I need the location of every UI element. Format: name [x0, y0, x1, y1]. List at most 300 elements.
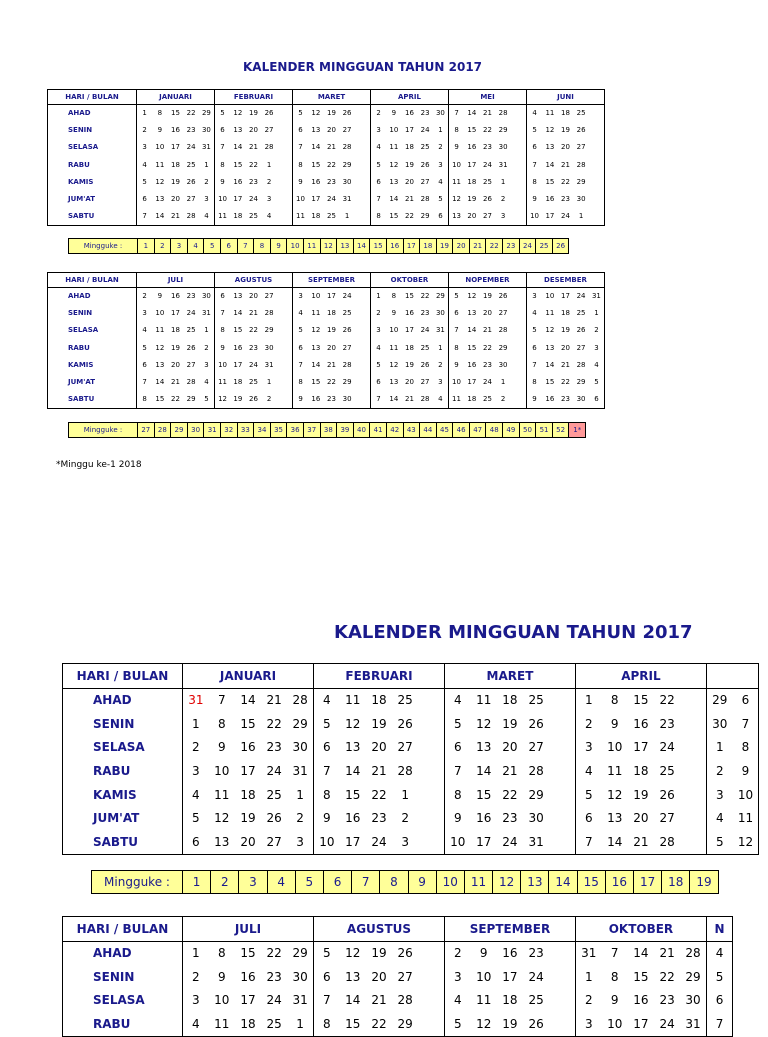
- date-cell: 17: [502, 969, 518, 984]
- month-header-nopember: NOPEMBER: [448, 273, 526, 288]
- week-number: 27: [138, 423, 155, 438]
- date-cell: 20: [235, 831, 261, 855]
- date-cell: 21: [168, 208, 184, 226]
- date-cell: 15: [467, 343, 477, 352]
- date-cell: 12: [389, 160, 399, 169]
- date-cell: 12: [545, 126, 555, 135]
- date-cell: 28: [498, 326, 508, 335]
- date-cell: 19: [561, 326, 570, 335]
- date-cell: 2: [266, 177, 272, 186]
- date-cell: 5: [214, 105, 230, 123]
- date-cell: 5: [292, 105, 308, 123]
- date-cell: [511, 122, 527, 139]
- date-cell: 10: [155, 309, 165, 318]
- date-cell: 28: [498, 109, 508, 118]
- date-cell: [511, 105, 527, 123]
- date-cell: 21: [561, 160, 570, 169]
- date-cell: 20: [561, 143, 570, 152]
- week-number: 40: [353, 423, 370, 438]
- date-cell: 24: [186, 143, 196, 152]
- date-cell: 23: [249, 177, 258, 186]
- calendar-large-h1: [62, 663, 754, 855]
- date-cell: 29: [342, 160, 352, 169]
- date-cell: 1: [573, 208, 589, 226]
- date-cell: 9: [610, 716, 619, 731]
- header-label: HARI / BULAN: [63, 664, 183, 689]
- date-cell: 30: [342, 177, 352, 186]
- date-cell: 23: [420, 109, 430, 118]
- date-cell: 15: [152, 391, 168, 409]
- date-cell: 30: [339, 391, 355, 409]
- date-cell: 1: [589, 305, 605, 322]
- date-cell: 7: [137, 208, 153, 226]
- date-cell: 31: [342, 195, 352, 204]
- date-cell: 17: [233, 195, 243, 204]
- date-cell: 9: [214, 174, 230, 191]
- date-cell: 31: [523, 831, 549, 855]
- date-cell: [355, 374, 371, 391]
- date-cell: 13: [449, 208, 465, 226]
- date-cell: 10: [448, 374, 464, 391]
- day-label: AHAD: [48, 288, 137, 306]
- date-cell: 11: [545, 109, 555, 118]
- month-header-januari: JANUARI: [183, 664, 314, 689]
- date-cell: 18: [502, 693, 518, 708]
- date-cell: 19: [326, 109, 336, 118]
- date-cell: 21: [405, 195, 414, 204]
- date-cell: [418, 783, 444, 807]
- page-title: KALENDER MINGGUAN TAHUN 2017: [243, 60, 483, 74]
- date-cell: 14: [152, 208, 168, 226]
- date-cell: [418, 713, 444, 737]
- date-cell: [680, 689, 706, 713]
- table-row: [63, 736, 759, 760]
- date-cell: [549, 783, 575, 807]
- date-cell: 12: [345, 946, 361, 961]
- week-number: 33: [237, 423, 254, 438]
- date-cell: 8: [391, 292, 397, 301]
- date-cell: 8: [292, 157, 308, 174]
- date-cell: 29: [528, 787, 544, 802]
- date-cell: 8: [217, 946, 226, 961]
- date-cell: 9: [391, 309, 397, 318]
- day-label: SABTU: [63, 831, 183, 855]
- date-cell: 24: [483, 160, 492, 169]
- calendar-table-h1: [47, 89, 605, 226]
- week-number: 25: [536, 239, 553, 254]
- date-cell: 15: [633, 693, 649, 708]
- date-cell: 12: [155, 177, 165, 186]
- month-header-maret: MARET: [444, 664, 575, 689]
- date-cell: 14: [545, 160, 555, 169]
- date-cell: 2: [183, 966, 209, 990]
- date-cell: 11: [311, 309, 321, 318]
- date-cell: 24: [326, 195, 336, 204]
- date-cell: 5: [370, 357, 386, 374]
- date-cell: 19: [482, 292, 492, 301]
- date-cell: 26: [528, 716, 544, 731]
- date-cell: 13: [345, 740, 361, 755]
- month-header-juni: JUNI: [527, 90, 605, 105]
- date-cell: [511, 191, 527, 208]
- date-cell: 19: [249, 109, 258, 118]
- date-cell: 28: [342, 360, 352, 369]
- date-cell: 11: [733, 807, 759, 831]
- date-cell: 18: [308, 208, 324, 226]
- date-cell: [511, 139, 527, 156]
- date-cell: 19: [371, 716, 387, 731]
- date-cell: [549, 942, 575, 966]
- date-cell: 5: [199, 391, 215, 409]
- table-row: [63, 1013, 733, 1037]
- date-cell: 14: [602, 831, 628, 855]
- date-cell: 27: [397, 969, 413, 984]
- date-cell: 17: [240, 993, 256, 1008]
- day-label: AHAD: [63, 689, 183, 713]
- date-cell: [355, 191, 371, 208]
- date-cell: 26: [523, 1013, 549, 1037]
- date-cell: 30: [264, 343, 274, 352]
- table-row: [63, 783, 759, 807]
- date-cell: 17: [171, 143, 180, 152]
- date-cell: [589, 105, 605, 123]
- date-cell: 3: [706, 783, 732, 807]
- date-cell: [511, 357, 527, 374]
- date-cell: 5: [314, 713, 340, 737]
- month-header-agustus: AGUSTUS: [215, 273, 293, 288]
- date-cell: 27: [186, 195, 196, 204]
- date-cell: 30: [573, 391, 589, 409]
- date-cell: 23: [502, 811, 518, 826]
- date-cell: 6: [448, 305, 464, 322]
- date-cell: 14: [386, 391, 402, 409]
- date-cell: 12: [545, 326, 555, 335]
- date-cell: 12: [345, 716, 361, 731]
- date-cell: 1: [370, 288, 386, 306]
- table-row: [48, 105, 605, 123]
- table-row: [48, 139, 605, 156]
- date-cell: 31: [201, 143, 211, 152]
- date-cell: 7: [214, 139, 230, 156]
- date-cell: 28: [576, 360, 586, 369]
- table-row: [48, 374, 605, 391]
- date-cell: 17: [327, 292, 336, 301]
- table-row: [63, 807, 759, 831]
- date-cell: [418, 760, 444, 784]
- week-label: Mingguke :: [92, 871, 183, 894]
- date-cell: [549, 1013, 575, 1037]
- date-cell: 26: [420, 360, 430, 369]
- date-cell: 10: [155, 143, 165, 152]
- week-strip-large-h1: [91, 870, 712, 895]
- date-cell: 22: [326, 160, 336, 169]
- date-cell: 14: [345, 764, 361, 779]
- day-label: SABTU: [48, 391, 137, 409]
- date-cell: 20: [561, 343, 570, 352]
- date-cell: 2: [261, 391, 277, 409]
- table-row: [48, 191, 605, 208]
- week-number: 11: [303, 239, 320, 254]
- date-cell: 1: [575, 689, 601, 713]
- date-cell: 25: [261, 1013, 287, 1037]
- date-cell: [355, 139, 371, 156]
- date-cell: [680, 807, 706, 831]
- date-cell: [355, 391, 371, 409]
- date-cell: 17: [340, 831, 366, 855]
- week-number: 32: [220, 423, 237, 438]
- date-cell: 20: [464, 208, 480, 226]
- date-cell: 16: [345, 811, 361, 826]
- date-cell: 7: [448, 322, 464, 339]
- date-cell: 18: [171, 326, 180, 335]
- date-cell: 13: [476, 740, 492, 755]
- date-cell: 18: [405, 143, 414, 152]
- week-number: 18: [662, 871, 690, 894]
- date-cell: 22: [483, 126, 492, 135]
- date-cell: 25: [480, 391, 496, 409]
- date-cell: 27: [576, 143, 586, 152]
- date-cell: 12: [311, 326, 321, 335]
- date-cell: 16: [476, 811, 492, 826]
- date-cell: 26: [186, 343, 196, 352]
- date-cell: 17: [467, 378, 477, 387]
- date-cell: [549, 989, 575, 1013]
- month-header-agustus: AGUSTUS: [314, 917, 445, 942]
- date-cell: 31: [201, 309, 211, 318]
- date-cell: [549, 713, 575, 737]
- date-cell: 5: [448, 288, 464, 306]
- day-label: AHAD: [63, 942, 183, 966]
- date-cell: 13: [389, 378, 399, 387]
- date-cell: 26: [483, 195, 492, 204]
- date-cell: [418, 1013, 444, 1037]
- date-cell: 24: [249, 360, 258, 369]
- week-strip-h1: [68, 238, 569, 254]
- date-cell: 21: [371, 764, 387, 779]
- date-cell: 4: [261, 208, 277, 226]
- date-cell: 8: [449, 122, 465, 139]
- date-cell: [418, 966, 444, 990]
- date-cell: 7: [217, 693, 226, 708]
- week-number: 10: [436, 871, 464, 894]
- date-cell: 31: [183, 689, 209, 713]
- date-cell: 2: [204, 177, 209, 186]
- date-cell: 15: [386, 208, 402, 226]
- date-cell: 4: [526, 305, 542, 322]
- date-cell: 17: [233, 360, 243, 369]
- date-cell: 12: [471, 1013, 497, 1037]
- date-cell: [277, 191, 293, 208]
- date-cell: 23: [659, 993, 675, 1008]
- header-label: HARI / BULAN: [63, 917, 183, 942]
- date-cell: 22: [659, 693, 675, 708]
- week-number: 5: [295, 871, 323, 894]
- date-cell: 22: [186, 109, 196, 118]
- date-cell: [418, 831, 444, 855]
- date-cell: 4: [137, 322, 153, 339]
- date-cell: 17: [311, 195, 321, 204]
- date-cell: 30: [292, 969, 308, 984]
- date-cell: 1: [266, 160, 272, 169]
- date-cell: 9: [293, 391, 309, 409]
- table-row: [63, 966, 733, 990]
- date-cell: 25: [397, 693, 413, 708]
- date-cell: 3: [137, 139, 153, 156]
- date-cell: 13: [345, 969, 361, 984]
- footnote: *Minggu ke-1 2018: [56, 460, 142, 470]
- week-number: 34: [254, 423, 271, 438]
- date-cell: 10: [527, 208, 543, 226]
- date-cell: 25: [186, 326, 196, 335]
- date-cell: 13: [233, 292, 243, 301]
- date-cell: 23: [249, 343, 258, 352]
- date-cell: 6: [371, 174, 387, 191]
- table-row: [48, 391, 605, 409]
- date-cell: [418, 989, 444, 1013]
- date-cell: 5: [371, 157, 387, 174]
- date-cell: [589, 139, 605, 156]
- date-cell: 23: [266, 740, 282, 755]
- date-cell: 5: [314, 942, 340, 966]
- week-row-large-h1: [91, 870, 719, 894]
- date-cell: 31: [589, 288, 605, 306]
- week-number: 1: [138, 239, 155, 254]
- date-cell: 24: [366, 831, 392, 855]
- date-cell: 28: [654, 831, 680, 855]
- date-cell: 26: [264, 109, 274, 118]
- date-cell: 27: [659, 811, 675, 826]
- date-cell: 29: [498, 343, 508, 352]
- week-number: 9: [408, 871, 436, 894]
- date-cell: 25: [576, 309, 586, 318]
- week-number: 2: [211, 871, 239, 894]
- date-cell: 31: [264, 360, 274, 369]
- date-cell: 9: [526, 391, 542, 409]
- date-cell: 29: [417, 208, 433, 226]
- week-number: 14: [549, 871, 577, 894]
- date-cell: 19: [633, 787, 649, 802]
- date-cell: 10: [389, 126, 399, 135]
- week-number: 37: [303, 423, 320, 438]
- date-cell: 3: [575, 736, 601, 760]
- date-cell: 16: [502, 946, 518, 961]
- date-cell: 26: [498, 292, 508, 301]
- date-cell: 22: [249, 160, 258, 169]
- week-number: 42: [386, 423, 403, 438]
- week-number: 1: [183, 871, 211, 894]
- date-cell: 16: [233, 343, 243, 352]
- date-cell: 20: [502, 740, 518, 755]
- date-cell: 29: [576, 177, 586, 186]
- date-cell: 1: [266, 378, 272, 387]
- date-cell: 29: [498, 126, 508, 135]
- date-cell: 2: [204, 343, 209, 352]
- date-cell: 29: [264, 326, 274, 335]
- date-cell: 7: [371, 191, 387, 208]
- date-cell: 5: [706, 966, 732, 990]
- month-header-juli: JULI: [183, 917, 314, 942]
- date-cell: 12: [214, 811, 230, 826]
- date-cell: 17: [405, 126, 414, 135]
- day-label: RABU: [48, 157, 137, 174]
- week-number: 21: [469, 239, 486, 254]
- date-cell: 26: [397, 946, 413, 961]
- date-cell: 10: [214, 764, 230, 779]
- date-cell: 28: [264, 309, 274, 318]
- date-cell: 4: [706, 807, 732, 831]
- date-cell: [277, 374, 293, 391]
- week-number: 30: [187, 423, 204, 438]
- date-cell: 2: [444, 942, 470, 966]
- date-cell: 3: [575, 1013, 601, 1037]
- date-cell: 4: [293, 305, 309, 322]
- date-cell: 16: [308, 391, 324, 409]
- date-cell: 12: [155, 343, 165, 352]
- date-cell: [277, 305, 293, 322]
- week-number: 45: [436, 423, 453, 438]
- date-cell: 29: [342, 378, 352, 387]
- date-cell: 3: [287, 831, 313, 855]
- date-cell: 19: [171, 343, 180, 352]
- date-cell: [549, 689, 575, 713]
- date-cell: 25: [249, 378, 258, 387]
- week-number: 13: [337, 239, 354, 254]
- date-cell: 19: [171, 177, 180, 186]
- date-cell: [277, 157, 293, 174]
- week-number: 51: [536, 423, 553, 438]
- date-cell: [589, 157, 605, 174]
- date-cell: 20: [405, 177, 414, 186]
- month-header-desember: DESEMBER: [526, 273, 604, 288]
- date-cell: 2: [495, 391, 511, 409]
- date-cell: 21: [171, 378, 180, 387]
- date-cell: [277, 105, 293, 123]
- date-cell: 4: [199, 208, 215, 226]
- date-cell: 30: [576, 195, 586, 204]
- date-cell: 22: [502, 787, 518, 802]
- date-cell: 3: [444, 966, 470, 990]
- date-cell: 13: [209, 831, 235, 855]
- date-cell: 27: [498, 309, 508, 318]
- date-cell: 10: [389, 326, 399, 335]
- week-number: 7: [352, 871, 380, 894]
- date-cell: 14: [476, 764, 492, 779]
- date-cell: 15: [345, 787, 361, 802]
- date-cell: 25: [483, 177, 492, 186]
- table-row: [48, 174, 605, 191]
- date-cell: 21: [502, 764, 518, 779]
- date-cell: 17: [561, 292, 570, 301]
- week-number: 3: [171, 239, 188, 254]
- date-cell: 15: [240, 716, 256, 731]
- date-cell: 18: [171, 160, 180, 169]
- date-cell: 3: [266, 195, 272, 204]
- date-cell: 19: [502, 716, 518, 731]
- date-cell: 20: [327, 343, 336, 352]
- date-cell: 30: [498, 360, 508, 369]
- date-cell: 31: [575, 942, 601, 966]
- date-cell: 5: [526, 322, 542, 339]
- date-cell: 13: [233, 126, 243, 135]
- date-cell: 6: [370, 374, 386, 391]
- date-cell: 18: [464, 391, 480, 409]
- month-header-mei: MEI: [449, 90, 527, 105]
- date-cell: 18: [240, 787, 256, 802]
- date-cell: 16: [405, 309, 414, 318]
- date-cell: 29: [392, 1013, 418, 1037]
- day-label: SENIN: [63, 966, 183, 990]
- week-number: 1*: [569, 423, 586, 438]
